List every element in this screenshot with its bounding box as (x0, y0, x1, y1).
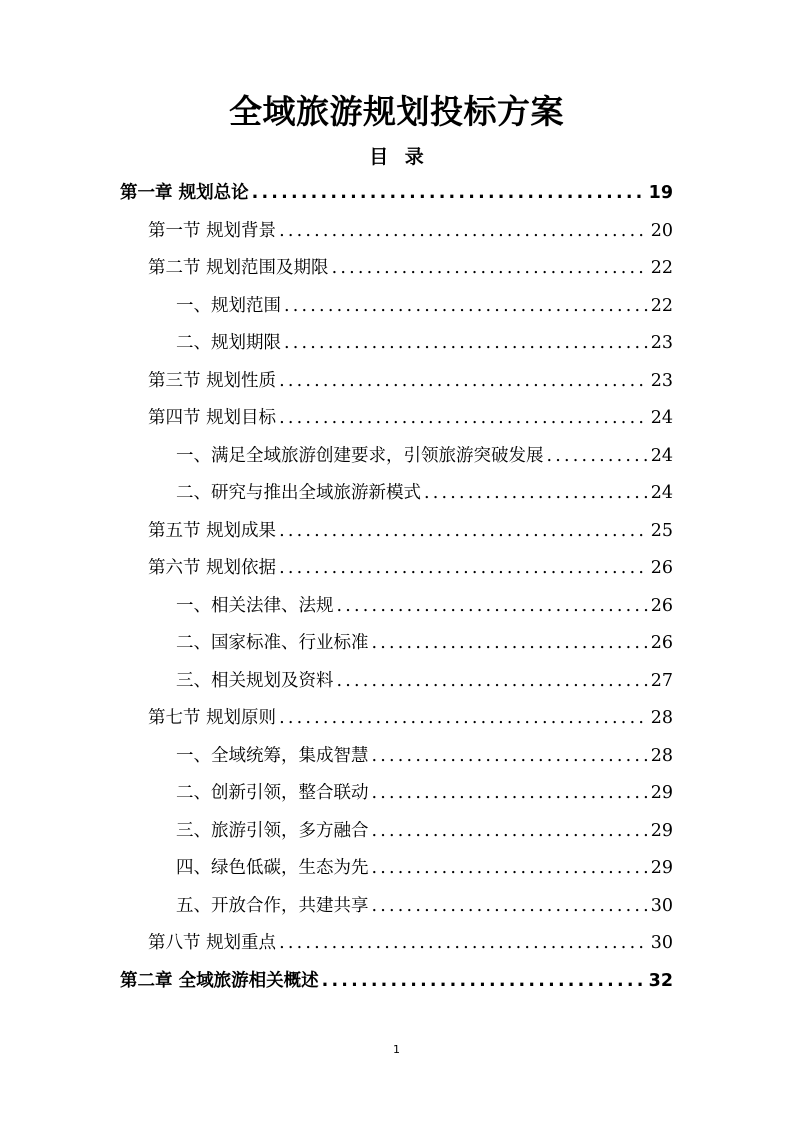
toc-leader-dots (372, 887, 648, 925)
toc-entry[interactable] (148, 924, 673, 962)
toc-entry[interactable] (148, 212, 673, 250)
toc-entry-page: 24 (650, 483, 673, 503)
toc-entry-label: 第七节 规划原则 (148, 708, 277, 728)
toc-leader-dots (332, 249, 648, 287)
toc-entry-label: 第二章 全域旅游相关概述 (120, 970, 319, 991)
toc-leader-dots (279, 549, 648, 587)
toc-leader-dots (284, 287, 648, 325)
toc-entry-label: 一、满足全域旅游创建要求，引领旅游突破发展 (176, 445, 544, 466)
toc-entry-page: 26 (650, 595, 673, 616)
toc-heading: 目 录 (369, 146, 424, 168)
toc-leader-dots (279, 212, 648, 250)
toc-leader-dots (372, 849, 648, 887)
toc-leader-dots (279, 512, 648, 550)
toc-entry-label: 一、全域统筹，集成智慧 (176, 745, 369, 766)
toc-entry-page: 29 (650, 820, 673, 841)
toc-entry-label: 第一章 规划总论 (120, 183, 249, 203)
toc-entry[interactable] (176, 849, 673, 887)
toc-entry-page: 23 (650, 370, 673, 391)
toc-entry[interactable] (176, 737, 673, 775)
toc-leader-dots (279, 924, 648, 962)
toc-leader-dots (279, 699, 648, 737)
toc-leader-dots (372, 774, 648, 812)
toc-leader-dots (337, 662, 648, 700)
toc-entry[interactable] (176, 474, 673, 512)
toc-entry[interactable] (176, 624, 673, 662)
toc-entry[interactable] (176, 662, 673, 700)
toc-entry-label: 第二节 规划范围及期限 (148, 258, 329, 278)
toc-entry-label: 第四节 规划目标 (148, 408, 277, 428)
toc-entry-label: 第三节 规划性质 (148, 370, 277, 391)
toc-entry-page: 27 (650, 670, 673, 691)
toc-entry-page: 29 (650, 783, 673, 803)
toc-entry[interactable] (176, 287, 673, 325)
toc-entry-label: 第五节 规划成果 (148, 520, 277, 541)
toc-entry-label: 五、开放合作，共建共享 (176, 895, 369, 916)
toc-entry-label: 二、创新引领，整合联动 (176, 783, 369, 803)
toc-entry-label: 第八节 规划重点 (148, 933, 277, 953)
toc-entry-page: 28 (650, 708, 673, 728)
toc-leader-dots (372, 812, 648, 850)
toc-entry-page: 32 (648, 970, 673, 991)
toc-entry[interactable] (148, 699, 673, 737)
toc-entry-label: 二、规划期限 (176, 333, 281, 353)
toc-entry-label: 二、国家标准、行业标准 (176, 633, 369, 653)
toc-entry[interactable] (176, 812, 673, 850)
toc-entry[interactable] (148, 399, 673, 437)
toc-entry-page: 22 (650, 258, 673, 278)
toc-entry[interactable] (120, 174, 673, 212)
toc-entry-label: 第六节 规划依据 (148, 558, 277, 578)
toc-entry[interactable] (148, 249, 673, 287)
toc-entry-label: 三、相关规划及资料 (176, 670, 334, 691)
toc-entry-page: 24 (650, 445, 673, 466)
toc-entry-page: 26 (650, 558, 673, 578)
page-title: 全域旅游规划投标方案 (229, 92, 564, 131)
toc-entry-label: 二、研究与推出全域旅游新模式 (176, 483, 421, 503)
toc-leader-dots (547, 437, 648, 475)
toc-leader-dots (424, 474, 648, 512)
toc-leader-dots (279, 362, 648, 400)
toc-entry-label: 三、旅游引领，多方融合 (176, 820, 369, 841)
toc-entry-page: 23 (650, 333, 673, 353)
toc-entry[interactable] (176, 774, 673, 812)
toc-entry-label: 一、规划范围 (176, 295, 281, 316)
toc-entry[interactable] (176, 437, 673, 475)
toc-entry[interactable] (176, 324, 673, 362)
toc-entry[interactable] (176, 887, 673, 925)
toc-leader-dots (279, 399, 648, 437)
toc-entry[interactable] (148, 512, 673, 550)
toc-entry-page: 26 (650, 633, 673, 653)
toc-leader-dots (372, 624, 648, 662)
toc-entry[interactable] (148, 549, 673, 587)
page-number: 1 (393, 1043, 400, 1056)
toc-entry-page: 22 (650, 295, 673, 316)
toc-entry-page: 19 (648, 183, 673, 203)
toc-entry[interactable] (176, 587, 673, 625)
toc-leader-dots (284, 324, 648, 362)
toc-entry-page: 25 (650, 520, 673, 541)
toc-entry-label: 一、相关法律、法规 (176, 595, 334, 616)
toc-leader-dots (372, 737, 648, 775)
toc-leader-dots (322, 962, 646, 1000)
toc-entry-page: 24 (650, 408, 673, 428)
toc-entry[interactable] (120, 962, 673, 1000)
toc-entry-label: 四、绿色低碳，生态为先 (176, 858, 369, 878)
toc-entry-label: 第一节 规划背景 (148, 220, 277, 241)
toc-entry-page: 28 (650, 745, 673, 766)
toc-entry-page: 30 (650, 933, 673, 953)
toc-leader-dots (252, 174, 646, 212)
toc-entry-page: 20 (650, 220, 673, 241)
toc-entry-page: 30 (650, 895, 673, 916)
toc-leader-dots (337, 587, 648, 625)
toc-entry[interactable] (148, 362, 673, 400)
toc-entry-page: 29 (650, 858, 673, 878)
